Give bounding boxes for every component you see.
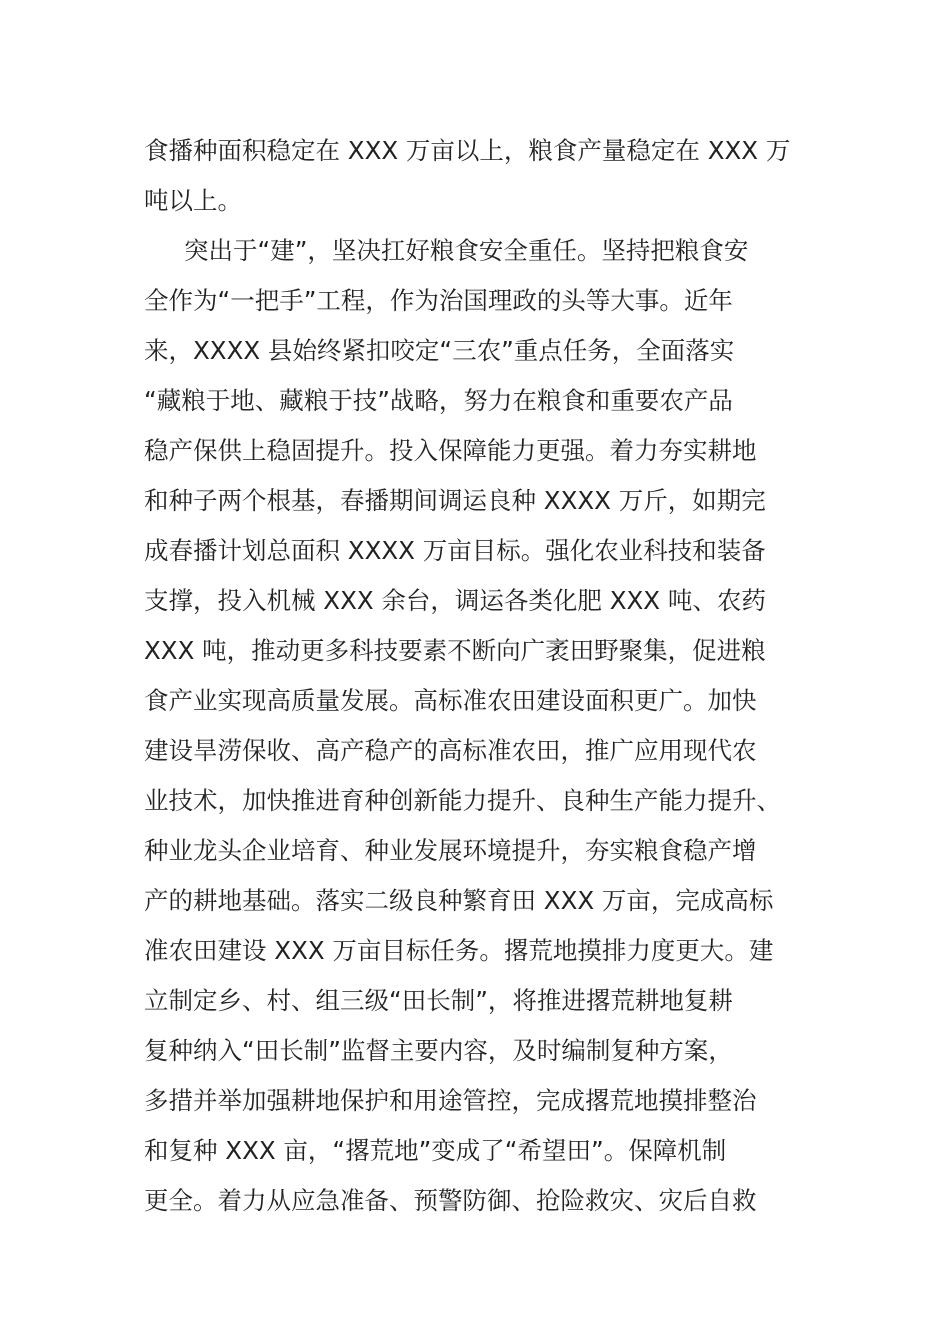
text-line: 建设旱涝保收、高产稳产的高标准农田，推广应用现代农 — [144, 736, 757, 765]
text-line: 准农田建设 XXX 万亩目标任务。撂荒地摸排力度更大。建 — [144, 936, 774, 965]
text-line: 全作为“一把手”工程，作为治国理政的头等大事。近年 — [144, 286, 733, 315]
text-line: 多措并举加强耕地保护和用途管控，完成撂荒地摸排整治 — [144, 1086, 757, 1115]
text-line: 种业龙头企业培育、种业发展环境提升，夯实粮食稳产增 — [144, 836, 757, 865]
text-line: 复种纳入“田长制”监督主要内容，及时编制复种方案， — [144, 1036, 733, 1065]
text-line: 和复种 XXX 亩，“撂荒地”变成了“希望田”。保障机制 — [144, 1136, 727, 1165]
text-line: “藏粮于地、藏粮于技”战略，努力在粮食和重要农产品 — [144, 386, 733, 415]
text-line: 和种子两个根基，春播期间调运良种 XXXX 万斤，如期完 — [144, 486, 766, 515]
text-line: 更全。着力从应急准备、预警防御、抢险救灾、灾后自救 — [144, 1186, 757, 1215]
text-line: 吨以上。 — [144, 186, 242, 215]
text-line: 食播种面积稳定在 XXX 万亩以上，粮食产量稳定在 XXX 万 — [144, 136, 791, 165]
text-line: 支撑，投入机械 XXX 余台，调运各类化肥 XXX 吨、农药 — [144, 586, 766, 615]
body-text — [144, 126, 814, 1226]
text-line: 稳产保供上稳固提升。投入保障能力更强。着力夯实耕地 — [144, 436, 757, 465]
text-line: 成春播计划总面积 XXXX 万亩目标。强化农业科技和装备 — [144, 536, 766, 565]
paragraph-start-line: 突出于“建”，坚决扛好粮食安全重任。坚持把粮食安 — [184, 236, 749, 265]
text-line: 食产业实现高质量发展。高标准农田建设面积更广。加快 — [144, 686, 757, 715]
text-line: 立制定乡、村、组三级“田长制”，将推进撂荒耕地复耕 — [144, 986, 733, 1015]
text-line: XXX 吨，推动更多科技要素不断向广袤田野聚集，促进粮 — [144, 636, 766, 665]
text-line: 来，XXXX 县始终紧扣咬定“三农”重点任务，全面落实 — [144, 336, 735, 365]
text-line: 业技术，加快推进育种创新能力提升、良种生产能力提升、 — [144, 786, 781, 815]
text-line: 产的耕地基础。落实二级良种繁育田 XXX 万亩，完成高标 — [144, 886, 774, 915]
